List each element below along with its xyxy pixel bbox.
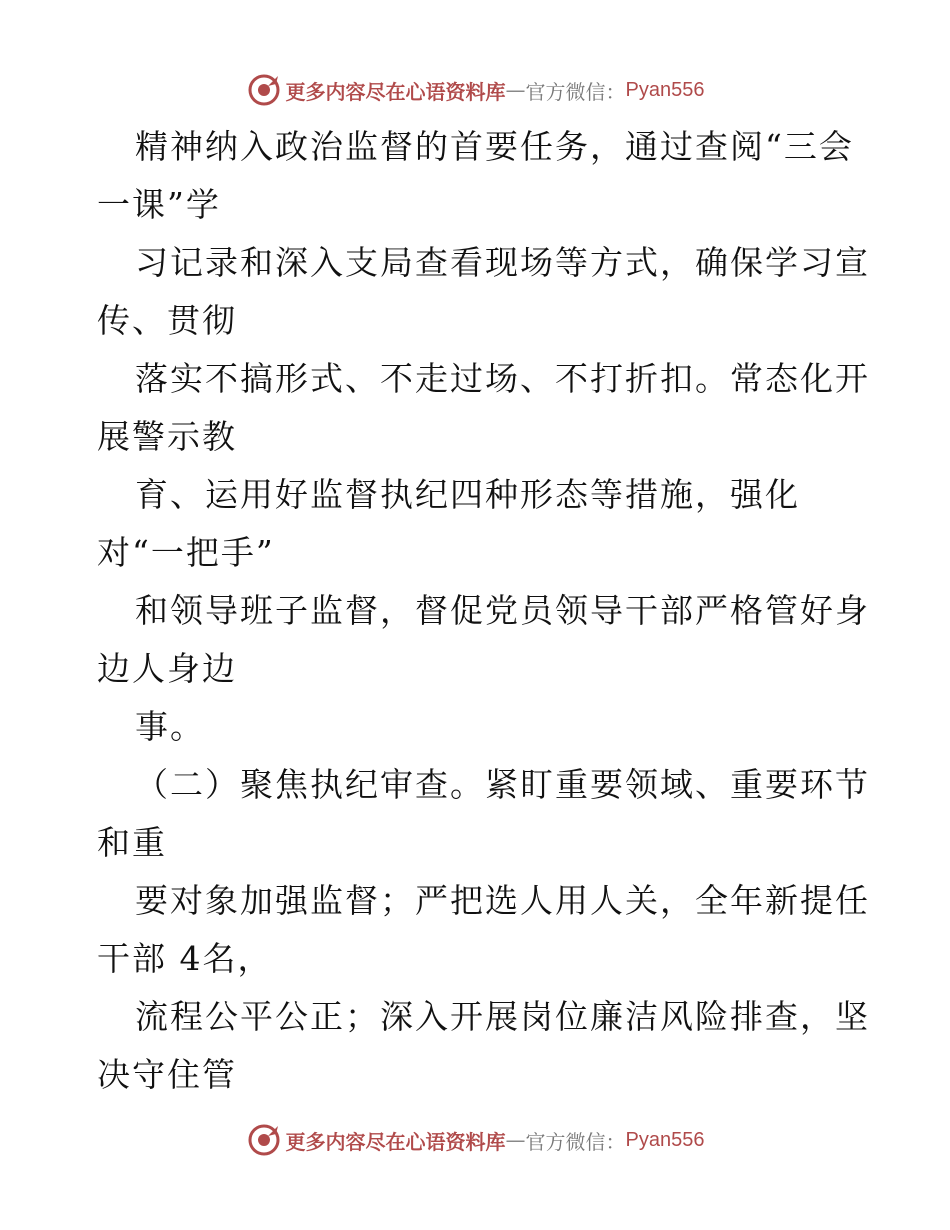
text-line: 习记录和深入支局查看现场等方式，确保学习宣 <box>135 243 870 282</box>
document-body <box>97 118 870 1104</box>
text-line: 决守住管 <box>97 1055 237 1094</box>
banner-wechat-id: Pyan556 <box>625 78 705 101</box>
text-line: 要对象加强监督；严把选人用人关，全年新提任 <box>135 881 870 920</box>
text-line: 事。 <box>135 707 205 746</box>
text-line: 一课”学 <box>97 185 221 224</box>
text-line: （二）聚焦执纪审查。紧盯重要领域、重要环节 <box>135 765 870 804</box>
brand-logo-icon <box>246 72 282 108</box>
text-line: 和重 <box>97 823 167 862</box>
text-line: 边人身边 <box>97 649 237 688</box>
text-line: 对“一把手” <box>97 533 275 572</box>
banner-dash: — <box>505 78 526 102</box>
text-line: 干部 4名， <box>97 939 273 978</box>
text-line: 和领导班子监督，督促党员领导干部严格管好身 <box>135 591 870 630</box>
banner-wechat-id: Pyan556 <box>625 1128 705 1151</box>
text-line: 展警示教 <box>97 417 237 456</box>
banner-text: 更多内容尽在心语资料库 <box>285 79 506 104</box>
text-line: 精神纳入政治监督的首要任务，通过查阅“三会 <box>135 127 854 166</box>
text-line: 传、贯彻 <box>97 301 237 340</box>
text-line: 流程公平公正；深入开展岗位廉洁风险排查，坚 <box>135 997 870 1036</box>
brand-logo-icon <box>246 1122 282 1158</box>
banner-wechat-label: 官方微信： <box>525 79 626 104</box>
banner-wechat-label: 官方微信： <box>525 1129 626 1154</box>
footer-banner[interactable] <box>0 1120 950 1160</box>
text-line: 育、运用好监督执纪四种形态等措施，强化 <box>135 475 800 514</box>
banner-text: 更多内容尽在心语资料库 <box>285 1129 506 1154</box>
text-line: 落实不搞形式、不走过场、不打折扣。常态化开 <box>135 359 870 398</box>
header-banner[interactable] <box>0 70 950 110</box>
banner-dash: — <box>505 1128 526 1152</box>
